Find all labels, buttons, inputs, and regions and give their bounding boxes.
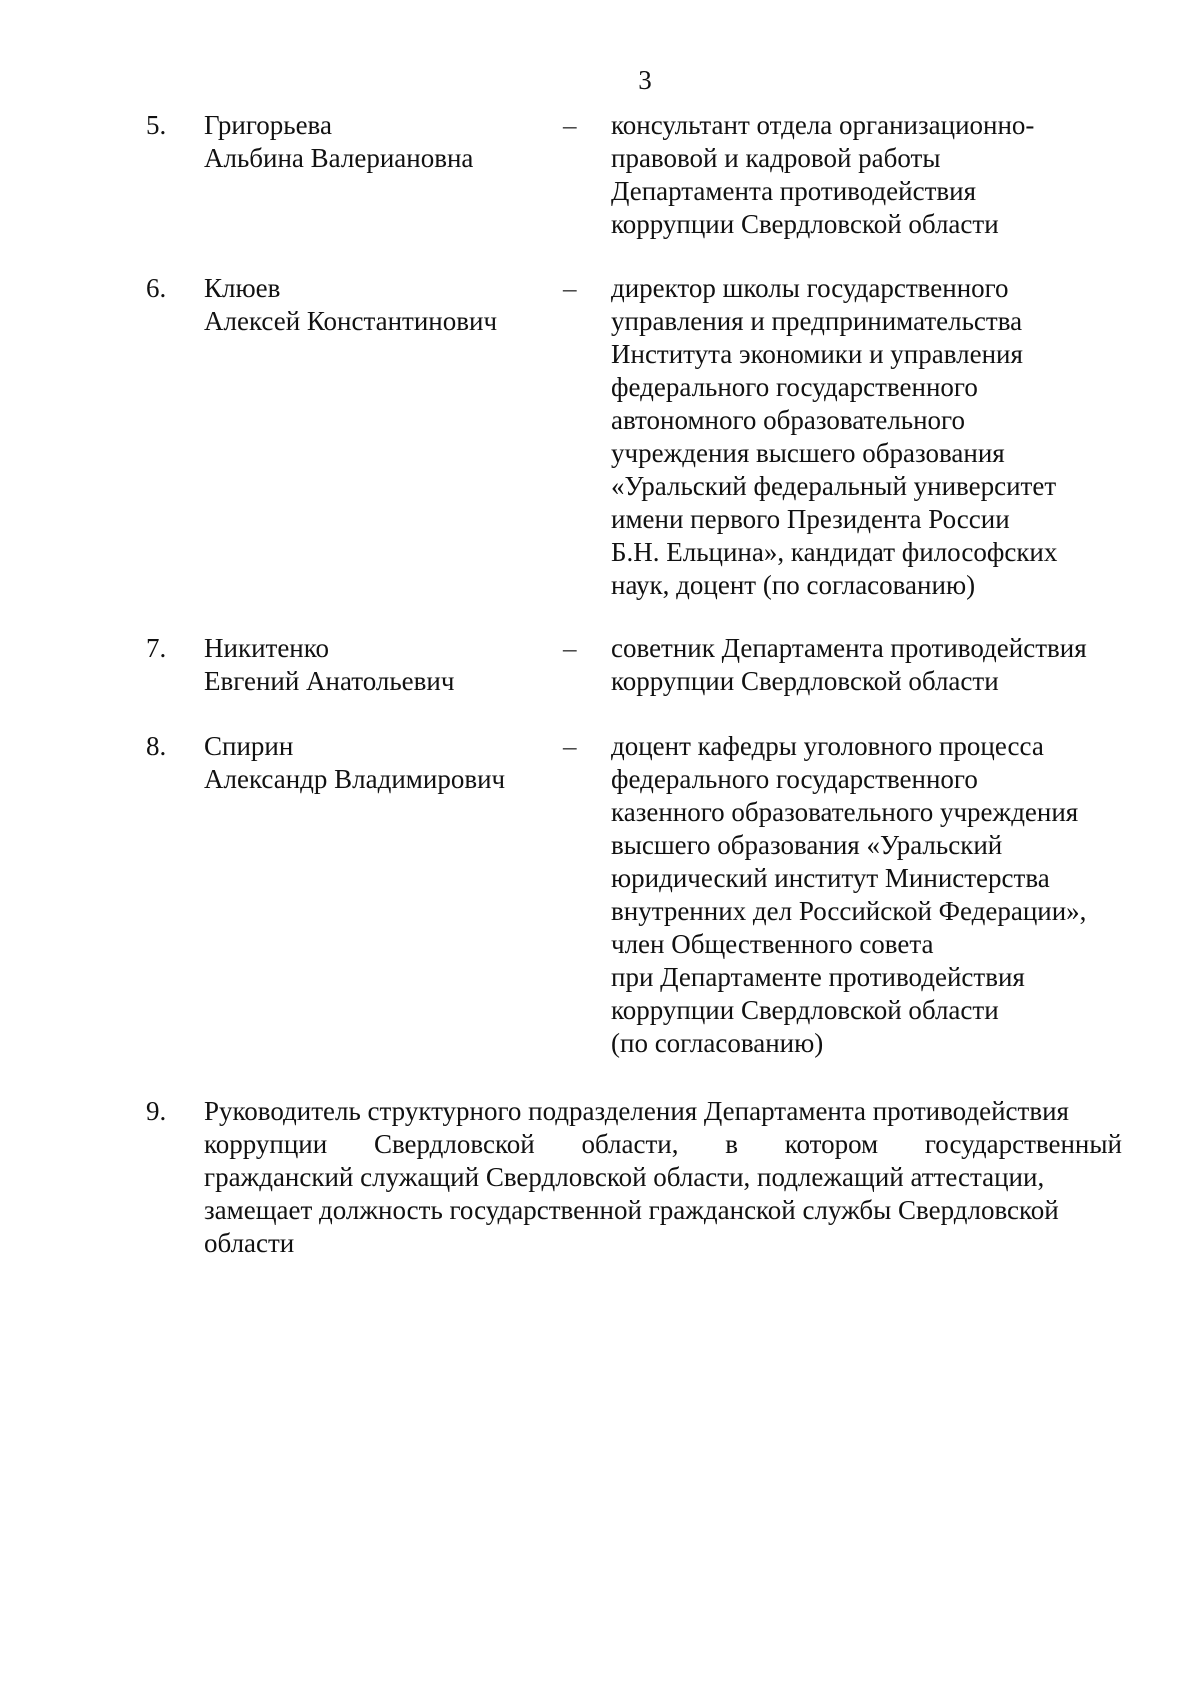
- member-name: [204, 109, 534, 175]
- position-line: коррупции Свердловской области: [611, 666, 999, 696]
- member-given-names: Евгений Анатольевич: [204, 666, 455, 696]
- member-number: 7.: [146, 633, 167, 663]
- item-text-line: области: [204, 1228, 295, 1258]
- member-name: [204, 272, 534, 338]
- member-given-names: Альбина Валериановна: [204, 143, 474, 173]
- item-text-word: коррупции: [204, 1129, 328, 1159]
- position-line: «Уральский федеральный университет: [611, 471, 1057, 501]
- position-line: консультант отдела организационно-: [611, 110, 1035, 140]
- member-surname: Спирин: [204, 731, 294, 761]
- item-text-line: Руководитель структурного подразделения Департамента противодействия: [204, 1096, 1069, 1126]
- member-name: [204, 730, 534, 796]
- position-line: коррупции Свердловской области: [611, 209, 999, 239]
- position-line: наук, доцент (по согласованию): [611, 570, 976, 600]
- position-line: Института экономики и управления: [611, 339, 1023, 369]
- member-number: 8.: [146, 731, 167, 761]
- dash-separator: –: [563, 731, 577, 761]
- item-text-line: [204, 1128, 1122, 1161]
- position-line: Б.Н. Ельцина», кандидат философских: [611, 537, 1058, 567]
- item-number: 9.: [146, 1096, 167, 1126]
- position-line: высшего образования «Уральский: [611, 830, 1003, 860]
- position-line: правовой и кадровой работы: [611, 143, 941, 173]
- member-surname: Григорьева: [204, 110, 332, 140]
- position-line: управления и предпринимательства: [611, 306, 1023, 336]
- position-line: член Общественного совета: [611, 929, 934, 959]
- position-line: автономного образовательного: [611, 405, 965, 435]
- position-line: директор школы государственного: [611, 273, 1009, 303]
- member-surname: Никитенко: [204, 633, 329, 663]
- page-number: 3: [638, 65, 652, 95]
- position-line: советник Департамента противодействия: [611, 633, 1087, 663]
- member-position: [611, 632, 1131, 698]
- item-text: [204, 1095, 1122, 1260]
- position-line: коррупции Свердловской области: [611, 995, 999, 1025]
- item-text-line: замещает должность государственной гражданской службы Свердловской: [204, 1195, 1059, 1225]
- item-text-line: гражданский служащий Свердловской области, подлежащий аттестации,: [204, 1162, 1045, 1192]
- position-line: федерального государственного: [611, 764, 978, 794]
- dash-separator: –: [563, 273, 577, 303]
- position-line: юридический институт Министерства: [611, 863, 1050, 893]
- dash-separator: –: [563, 110, 577, 140]
- position-line: федерального государственного: [611, 372, 978, 402]
- dash-separator: –: [563, 633, 577, 663]
- member-number: 5.: [146, 110, 167, 140]
- position-line: внутренних дел Российской Федерации»,: [611, 896, 1087, 926]
- member-surname: Клюев: [204, 273, 281, 303]
- item-text-word: Свердловской: [373, 1129, 535, 1159]
- member-name: [204, 632, 534, 698]
- position-line: (по согласованию): [611, 1028, 824, 1058]
- position-line: учреждения высшего образования: [611, 438, 1005, 468]
- position-line: Департамента противодействия: [611, 176, 977, 206]
- member-given-names: Александр Владимирович: [204, 764, 506, 794]
- item-text-word: котором: [784, 1129, 879, 1159]
- position-line: имени первого Президента России: [611, 504, 1010, 534]
- position-line: доцент кафедры уголовного процесса: [611, 731, 1044, 761]
- item-text-word: в: [725, 1129, 738, 1159]
- item-text-word: государственный: [924, 1129, 1122, 1159]
- member-position: [611, 730, 1131, 1060]
- position-line: казенного образовательного учреждения: [611, 797, 1079, 827]
- member-given-names: Алексей Константинович: [204, 306, 498, 336]
- member-position: [611, 272, 1131, 602]
- item-text-word: области,: [581, 1129, 679, 1159]
- member-position: [611, 109, 1131, 241]
- member-number: 6.: [146, 273, 167, 303]
- position-line: при Департаменте противодействия: [611, 962, 1025, 992]
